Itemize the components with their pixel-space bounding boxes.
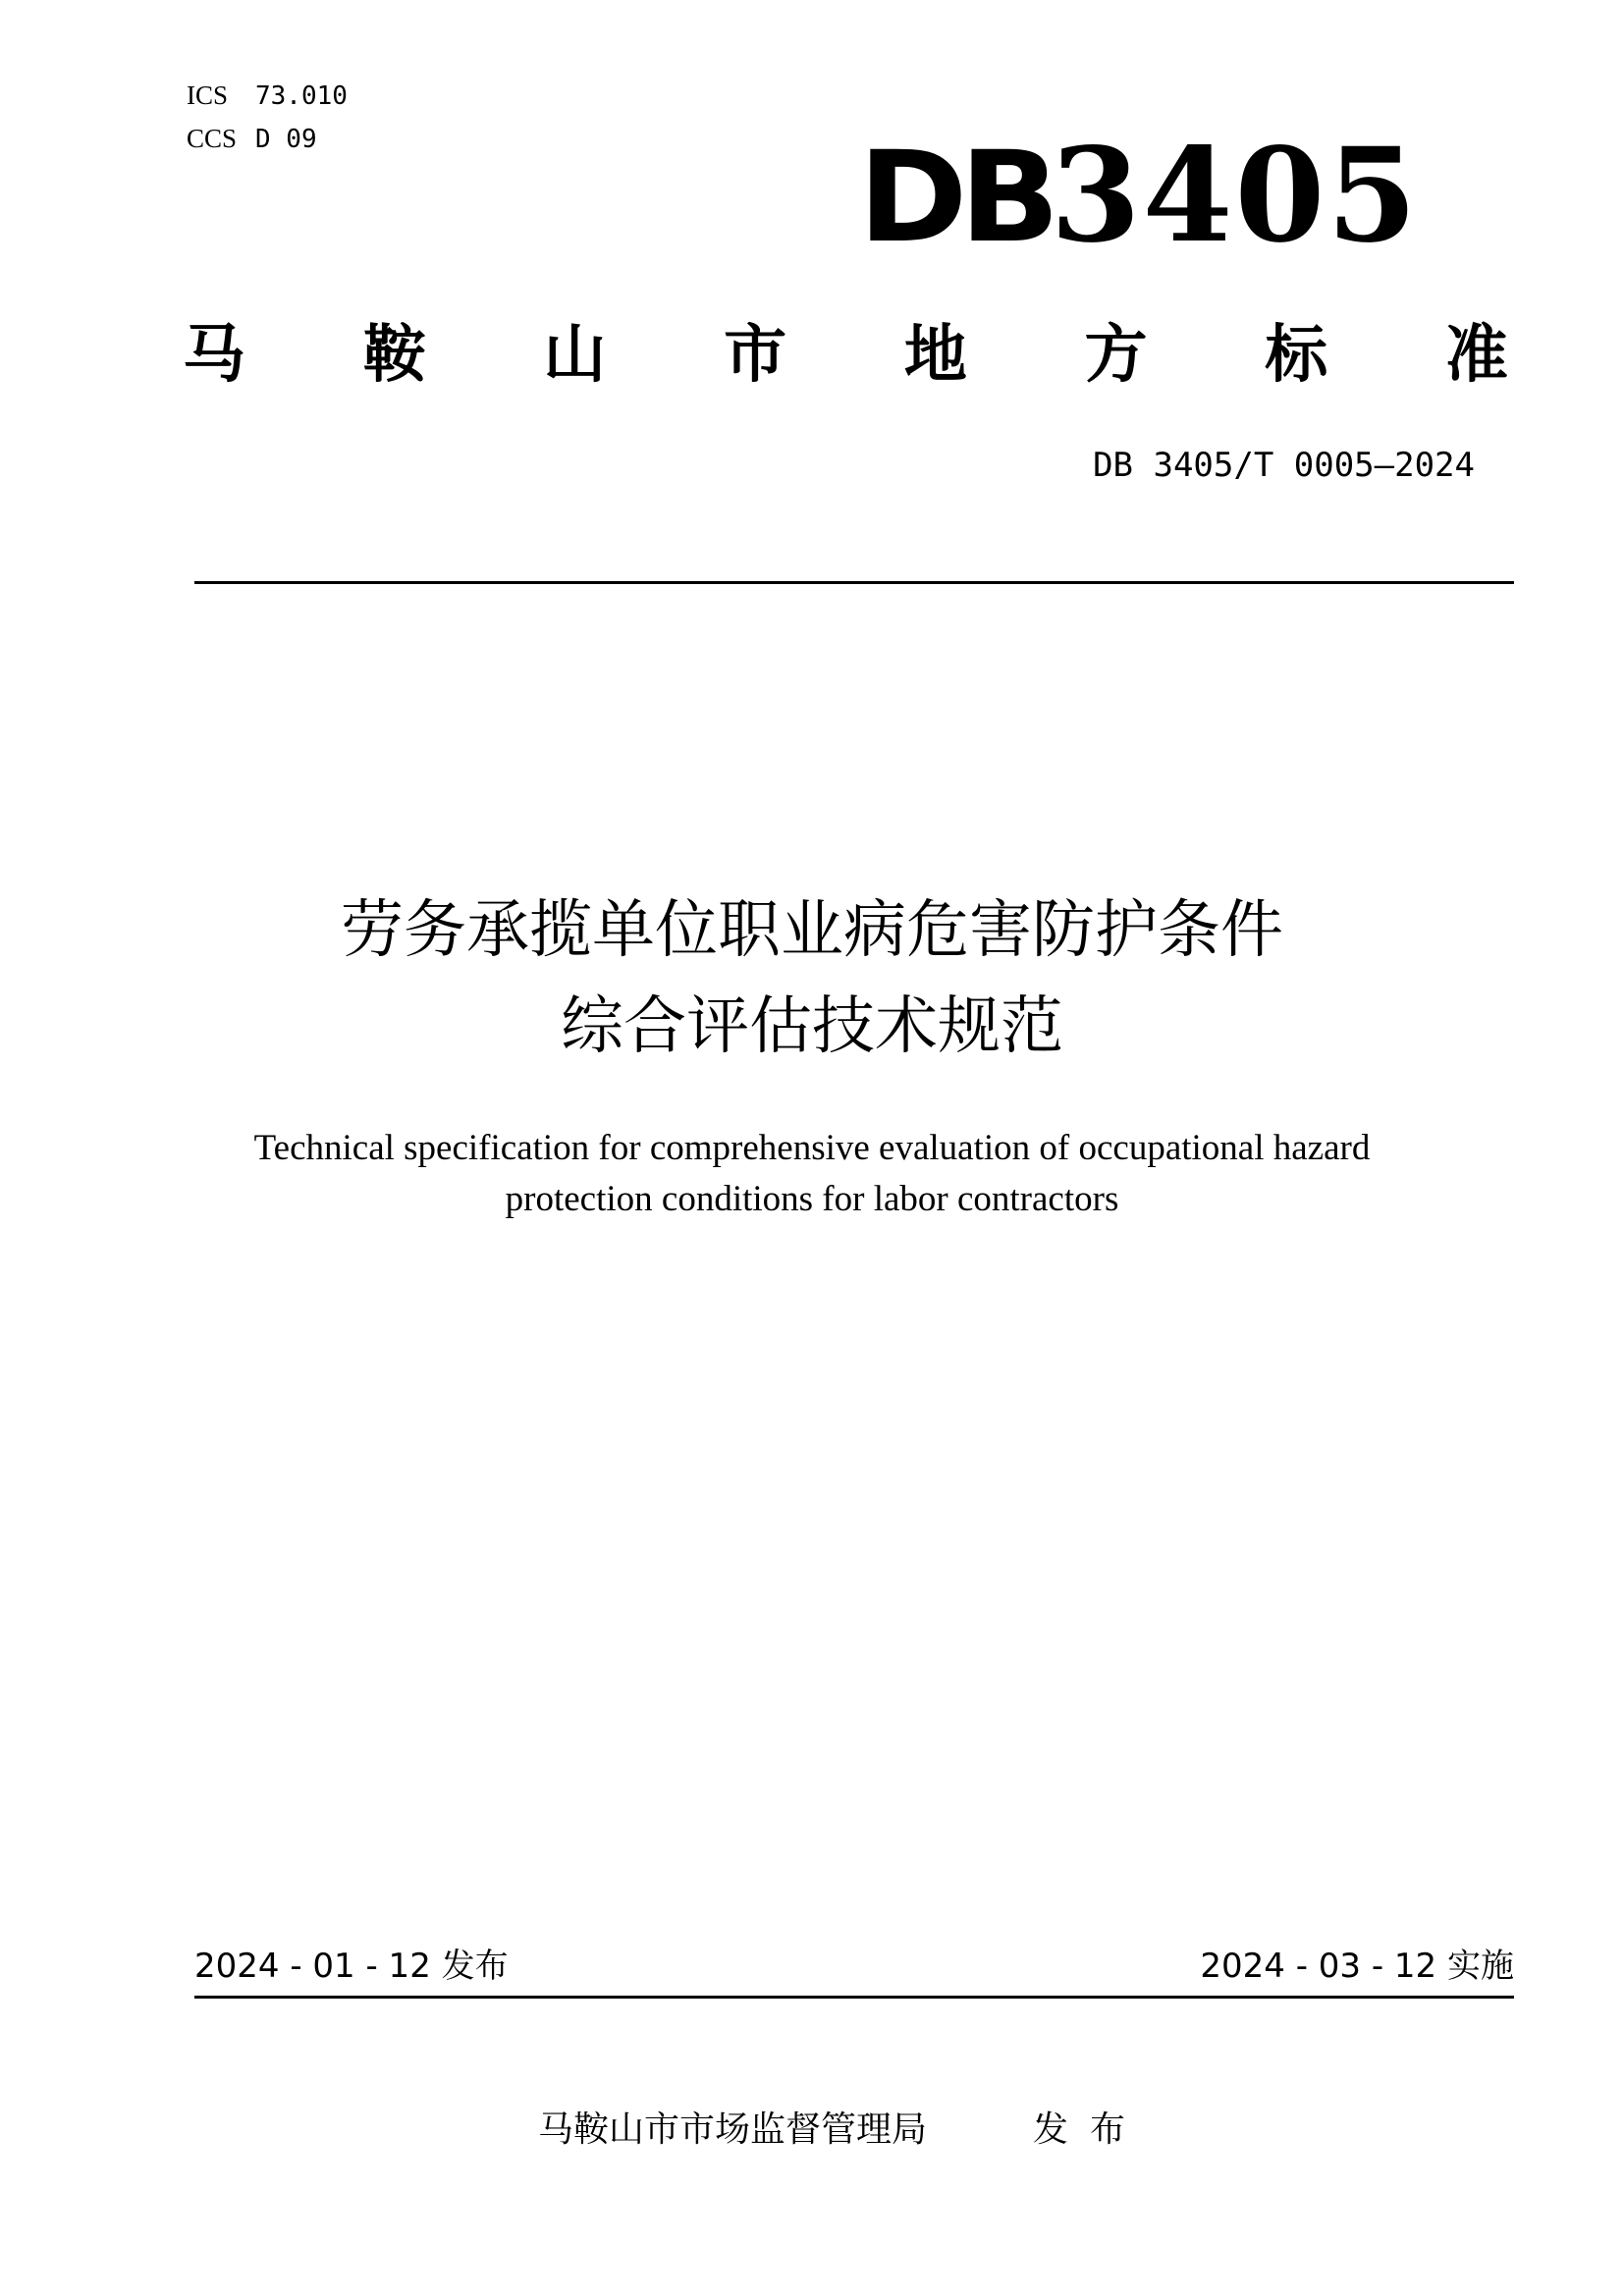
mark-prefix: DB — [858, 125, 1053, 271]
implementation-date: 2024 - 03 - 12 实施 — [1200, 1947, 1514, 1986]
issuer-action: 发布 — [1033, 2109, 1148, 2150]
standard-type-char: 准 — [1444, 319, 1508, 392]
mark-code: 3405 — [1050, 120, 1420, 272]
title-zh-line-2: 综合评估技术规范 — [561, 990, 1063, 1063]
standard-type-char: 山 — [543, 319, 607, 392]
standard-type-char: 市 — [724, 319, 787, 392]
ics-code — [187, 80, 348, 111]
standard-type-heading — [183, 316, 1508, 395]
standard-mark-logo — [858, 120, 1420, 272]
ccs-code — [187, 124, 317, 154]
standard-type-char: 鞍 — [362, 319, 426, 392]
issue-date: 2024 - 01 - 12 发布 — [194, 1947, 509, 1986]
ccs-label: CCS — [187, 124, 238, 153]
bottom-divider — [194, 1996, 1514, 1999]
standard-type-char: 马 — [183, 319, 245, 392]
title-en-line-2: protection conditions for labor contractors — [505, 1179, 1119, 1219]
standard-type-char: 地 — [903, 319, 967, 392]
ics-value: 73.010 — [255, 81, 348, 111]
title-zh-line-1: 劳务承揽单位职业病危害防护条件 — [341, 894, 1283, 967]
standard-number: DB 3405/T 0005—2024 — [1093, 446, 1475, 485]
issuer-name: 马鞍山市市场监督管理局 — [538, 2109, 928, 2150]
standard-type-char: 方 — [1084, 319, 1148, 392]
standard-type-char: 标 — [1265, 319, 1328, 392]
ics-label: ICS — [187, 80, 229, 110]
title-en-line-1: Technical specification for comprehensive evaluation of occupational hazard — [253, 1128, 1371, 1168]
ccs-value: D 09 — [255, 125, 317, 154]
top-divider — [194, 581, 1514, 584]
